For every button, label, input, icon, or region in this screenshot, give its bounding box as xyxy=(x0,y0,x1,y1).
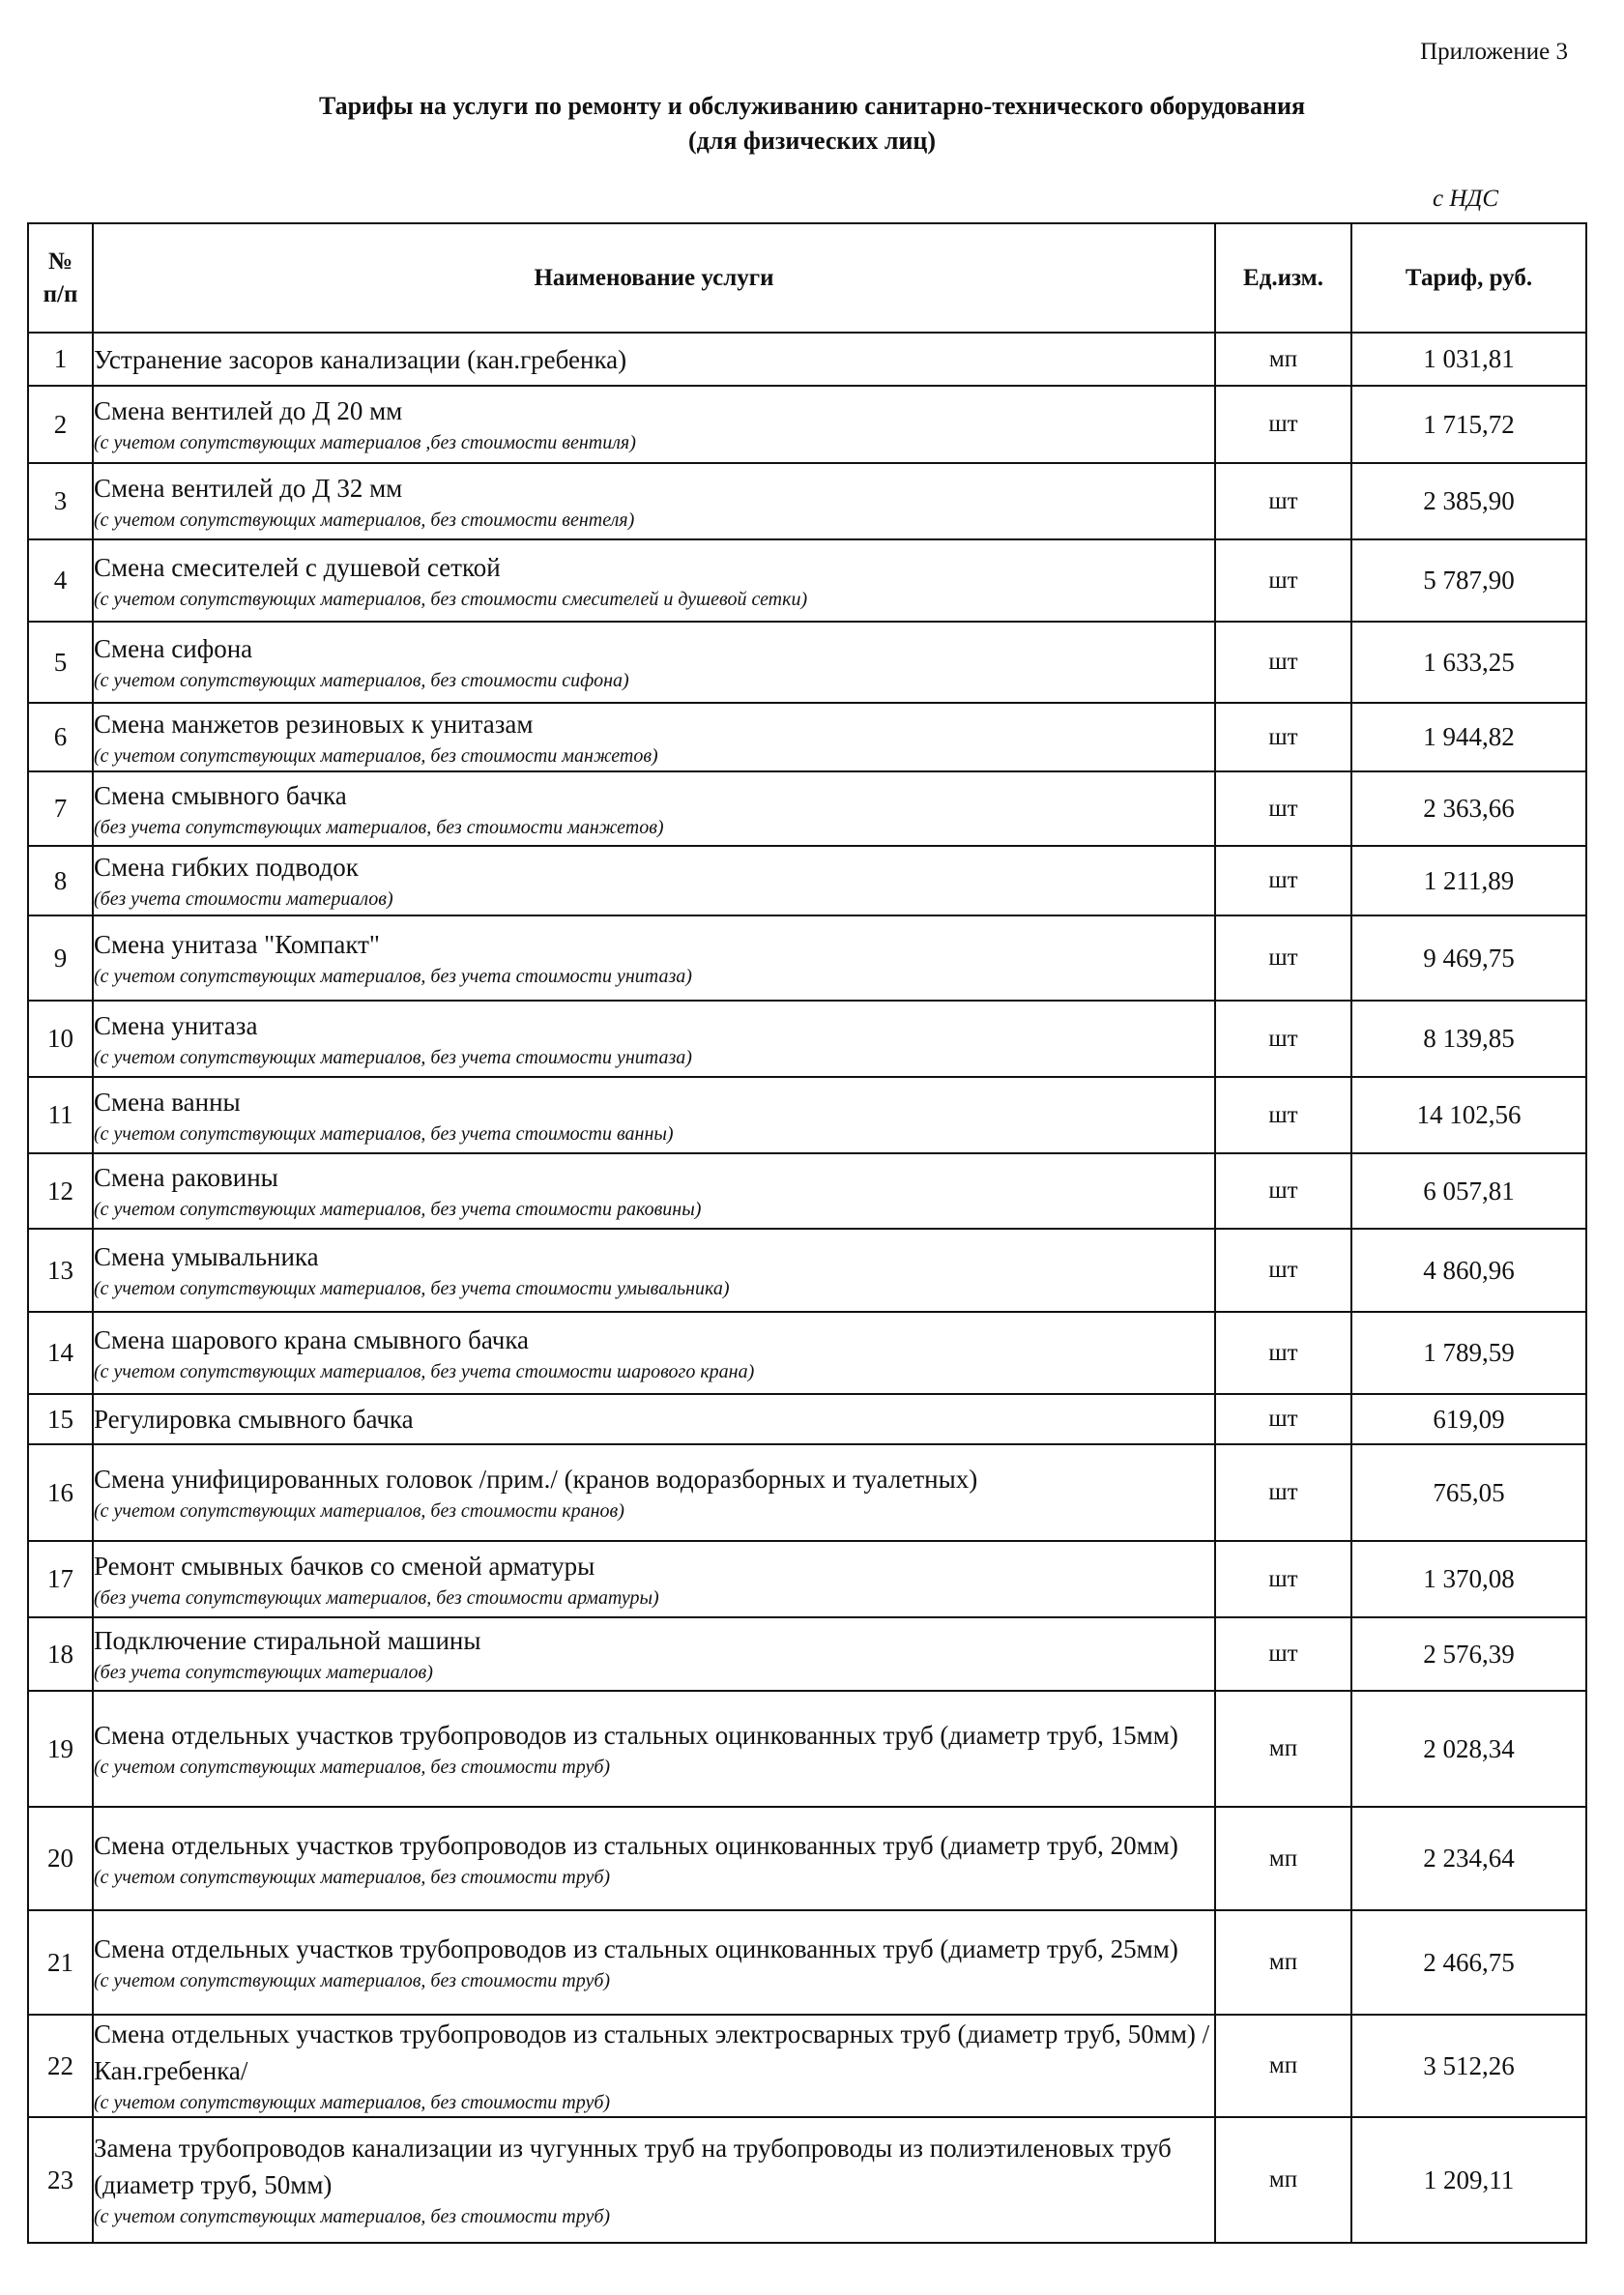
service-name: Смена вентилей до Д 20 мм xyxy=(94,396,403,425)
tariff-price: 1 633,25 xyxy=(1351,622,1586,703)
tariff-price: 2 466,75 xyxy=(1351,1910,1586,2015)
unit-of-measure: шт xyxy=(1215,386,1351,463)
unit-of-measure: шт xyxy=(1215,1394,1351,1444)
row-number: 5 xyxy=(28,622,93,703)
service-note: (с учетом сопутствующих материалов, без учета стоимости ванны) xyxy=(94,1122,674,1145)
tariff-price: 2 385,90 xyxy=(1351,463,1586,539)
row-number: 19 xyxy=(28,1691,93,1807)
service-name: Смена ванны xyxy=(94,1087,241,1117)
row-number: 12 xyxy=(28,1153,93,1229)
vat-note: с НДС xyxy=(1433,186,1498,212)
table-row xyxy=(28,539,1586,622)
row-number: 16 xyxy=(28,1444,93,1541)
service-note: (с учетом сопутствующих материалов, без учета стоимости раковины) xyxy=(94,1199,702,1220)
service-name: Смена унитаза "Компакт" xyxy=(94,930,380,959)
service-name: Смена унитаза xyxy=(94,1010,258,1040)
tariff-price: 1 944,82 xyxy=(1351,703,1586,771)
service-name-cell xyxy=(93,1444,1215,1541)
tariff-price: 8 139,85 xyxy=(1351,1001,1586,1077)
table-row xyxy=(28,1807,1586,1910)
service-note: (без учета стоимости материалов) xyxy=(94,888,393,910)
tariff-price: 765,05 xyxy=(1351,1444,1586,1541)
unit-of-measure: шт xyxy=(1215,1312,1351,1394)
title-line-1: Тарифы на услуги по ремонту и обслуживанию санитарно-технического оборудования xyxy=(318,92,1306,120)
unit-of-measure: шт xyxy=(1215,1617,1351,1691)
service-name-cell xyxy=(93,463,1215,539)
row-number: 1 xyxy=(28,333,93,386)
row-number: 6 xyxy=(28,703,93,771)
tariff-price: 619,09 xyxy=(1351,1394,1586,1444)
table-row xyxy=(28,771,1586,846)
unit-of-measure: шт xyxy=(1215,1077,1351,1153)
unit-of-measure: мп xyxy=(1215,1910,1351,2015)
service-name-cell xyxy=(93,1807,1215,1910)
service-note: (с учетом сопутствующих материалов, без стоимости труб) xyxy=(94,2206,611,2227)
service-name: Смена вентилей до Д 32 мм xyxy=(94,473,403,503)
service-note: (с учетом сопутствующих материалов, без стоимости сифона) xyxy=(94,670,629,691)
service-name: Смена отдельных участков трубопроводов из стальных электросварных труб (диаметр труб, 50мм) /Кан.гребенка/ xyxy=(94,2019,1210,2085)
unit-of-measure: мп xyxy=(1215,333,1351,386)
row-number: 7 xyxy=(28,771,93,846)
row-number: 20 xyxy=(28,1807,93,1910)
table-row xyxy=(28,333,1586,386)
unit-of-measure: шт xyxy=(1215,1153,1351,1229)
unit-of-measure: шт xyxy=(1215,1444,1351,1541)
table-row xyxy=(28,1312,1586,1394)
service-note: (без учета сопутствующих материалов) xyxy=(94,1662,433,1683)
service-note: (с учетом сопутствующих материалов, без стоимости труб) xyxy=(94,2092,611,2113)
service-name: Смена отдельных участков трубопроводов из стальных оцинкованных труб (диаметр труб, 15мм) xyxy=(94,1721,1178,1750)
header-price: Тариф, руб. xyxy=(1351,223,1586,333)
row-number: 9 xyxy=(28,915,93,1001)
service-name: Смена отдельных участков трубопроводов из стальных оцинкованных труб (диаметр труб, 25мм) xyxy=(94,1934,1178,1963)
table-row xyxy=(28,1444,1586,1541)
table-row xyxy=(28,622,1586,703)
tariff-price: 5 787,90 xyxy=(1351,539,1586,622)
tariff-price: 1 209,11 xyxy=(1351,2117,1586,2243)
unit-of-measure: мп xyxy=(1215,2117,1351,2243)
table-row xyxy=(28,703,1586,771)
row-number: 17 xyxy=(28,1541,93,1617)
tariff-price: 14 102,56 xyxy=(1351,1077,1586,1153)
service-name-cell xyxy=(93,703,1215,771)
unit-of-measure: шт xyxy=(1215,915,1351,1001)
service-name: Устранение засоров канализации (кан.гребенка) xyxy=(94,344,627,374)
tariff-price: 4 860,96 xyxy=(1351,1229,1586,1312)
tariff-price: 2 576,39 xyxy=(1351,1617,1586,1691)
service-note: (с учетом сопутствующих материалов, без стоимости вентеля) xyxy=(94,508,635,531)
table-row xyxy=(28,1541,1586,1617)
service-name-cell xyxy=(93,1312,1215,1394)
service-name-cell xyxy=(93,622,1215,703)
unit-of-measure: шт xyxy=(1215,846,1351,915)
service-name: Регулировка смывного бачка xyxy=(94,1405,414,1434)
tariff-price: 6 057,81 xyxy=(1351,1153,1586,1229)
row-number: 21 xyxy=(28,1910,93,2015)
table-row xyxy=(28,1077,1586,1153)
tariff-price: 3 512,26 xyxy=(1351,2015,1586,2117)
table-row xyxy=(28,2117,1586,2243)
service-name-cell xyxy=(93,771,1215,846)
table-header-row xyxy=(28,223,1586,333)
service-note: (без учета сопутствующих материалов, без стоимости манжетов) xyxy=(94,816,664,838)
row-number: 14 xyxy=(28,1312,93,1394)
unit-of-measure: мп xyxy=(1215,1691,1351,1807)
service-name-cell xyxy=(93,846,1215,915)
service-name: Смена сифона xyxy=(94,634,253,663)
service-name-cell xyxy=(93,386,1215,463)
service-name-cell xyxy=(93,2015,1215,2117)
service-name: Подключение стиральной машины xyxy=(94,1626,481,1655)
service-name-cell xyxy=(93,1910,1215,2015)
service-note: (с учетом сопутствующих материалов, без стоимости труб) xyxy=(94,1866,611,1888)
unit-of-measure: мп xyxy=(1215,2015,1351,2117)
unit-of-measure: шт xyxy=(1215,1541,1351,1617)
header-num: № п/п xyxy=(28,223,93,333)
service-name-cell xyxy=(93,1394,1215,1444)
unit-of-measure: шт xyxy=(1215,539,1351,622)
tariff-price: 2 028,34 xyxy=(1351,1691,1586,1807)
row-number: 3 xyxy=(28,463,93,539)
service-name-cell xyxy=(93,333,1215,386)
tariff-price: 1 211,89 xyxy=(1351,846,1586,915)
table-body xyxy=(28,333,1586,2243)
service-note: (с учетом сопутствующих материалов, без стоимости смесителей и душевой сетки) xyxy=(94,588,808,610)
service-name: Замена трубопроводов канализации из чугунных труб на трубопроводы из полиэтиленовых труб (диаметр труб, 50мм) xyxy=(94,2134,1172,2199)
table-row xyxy=(28,1153,1586,1229)
service-name-cell xyxy=(93,1001,1215,1077)
row-number: 23 xyxy=(28,2117,93,2243)
service-name: Смена манжетов резиновых к унитазам xyxy=(94,709,534,739)
service-name-cell xyxy=(93,539,1215,622)
header-name: Наименование услуги xyxy=(93,223,1215,333)
service-name: Смена смесителей с душевой сеткой xyxy=(94,552,501,582)
row-number: 4 xyxy=(28,539,93,622)
row-number: 18 xyxy=(28,1617,93,1691)
table-row xyxy=(28,1229,1586,1312)
document-title xyxy=(0,89,1624,159)
service-note: (с учетом сопутствующих материалов, без учета стоимости унитаза) xyxy=(94,1046,692,1068)
tariff-price: 1 031,81 xyxy=(1351,333,1586,386)
service-name: Смена шарового крана смывного бачка xyxy=(94,1324,530,1354)
tariff-price: 2 234,64 xyxy=(1351,1807,1586,1910)
service-note: (с учетом сопутствующих материалов, без учета стоимости умывальника) xyxy=(94,1278,730,1299)
header-unit: Ед.изм. xyxy=(1215,223,1351,333)
unit-of-measure: шт xyxy=(1215,771,1351,846)
tariff-price: 1 715,72 xyxy=(1351,386,1586,463)
service-name: Смена отдельных участков трубопроводов из стальных оцинкованных труб (диаметр труб, 20мм) xyxy=(94,1830,1178,1860)
service-note: (с учетом сопутствующих материалов, без стоимости манжетов) xyxy=(94,744,658,767)
row-number: 8 xyxy=(28,846,93,915)
service-note: (с учетом сопутствующих материалов, без стоимости труб) xyxy=(94,1970,611,1991)
table-row xyxy=(28,1394,1586,1444)
service-name-cell xyxy=(93,1153,1215,1229)
service-note: (с учетом сопутствующих материалов, без учета стоимости шарового крана) xyxy=(94,1360,755,1382)
row-number: 11 xyxy=(28,1077,93,1153)
table-row xyxy=(28,1617,1586,1691)
tariff-table xyxy=(27,222,1587,2244)
tariff-price: 1 370,08 xyxy=(1351,1541,1586,1617)
service-name-cell xyxy=(93,1617,1215,1691)
row-number: 13 xyxy=(28,1229,93,1312)
table-row xyxy=(28,846,1586,915)
service-name: Смена унифицированных головок /прим./ (кранов водоразборных и туалетных) xyxy=(94,1465,978,1494)
unit-of-measure: шт xyxy=(1215,622,1351,703)
unit-of-measure: шт xyxy=(1215,1229,1351,1312)
tariff-price: 1 789,59 xyxy=(1351,1312,1586,1394)
title-line-2: (для физических лиц) xyxy=(687,127,937,155)
service-note: (с учетом сопутствующих материалов ,без стоимости вентиля) xyxy=(94,432,636,453)
service-note: (с учетом сопутствующих материалов, без учета стоимости унитаза) xyxy=(94,966,692,987)
appendix-label: Приложение 3 xyxy=(1420,39,1568,65)
row-number: 22 xyxy=(28,2015,93,2117)
service-name-cell xyxy=(93,1077,1215,1153)
unit-of-measure: шт xyxy=(1215,703,1351,771)
table-row xyxy=(28,386,1586,463)
service-name-cell xyxy=(93,915,1215,1001)
service-name-cell xyxy=(93,1229,1215,1312)
service-name: Смена смывного бачка xyxy=(94,780,347,810)
row-number: 10 xyxy=(28,1001,93,1077)
unit-of-measure: шт xyxy=(1215,1001,1351,1077)
row-number: 2 xyxy=(28,386,93,463)
tariff-price: 2 363,66 xyxy=(1351,771,1586,846)
service-name-cell xyxy=(93,2117,1215,2243)
service-name: Смена раковины xyxy=(94,1163,278,1192)
row-number: 15 xyxy=(28,1394,93,1444)
service-note: (без учета сопутствующих материалов, без стоимости арматуры) xyxy=(94,1586,659,1609)
table-row xyxy=(28,915,1586,1001)
table-row xyxy=(28,463,1586,539)
service-name-cell xyxy=(93,1541,1215,1617)
unit-of-measure: шт xyxy=(1215,463,1351,539)
table-row xyxy=(28,1001,1586,1077)
table-row xyxy=(28,2015,1586,2117)
service-name: Смена гибких подводок xyxy=(94,853,359,882)
table-row xyxy=(28,1691,1586,1807)
service-note: (с учетом сопутствующих материалов, без стоимости труб) xyxy=(94,1757,611,1778)
service-name: Смена умывальника xyxy=(94,1242,319,1271)
service-name: Ремонт смывных бачков со сменой арматуры xyxy=(94,1551,595,1581)
tariff-price: 9 469,75 xyxy=(1351,915,1586,1001)
table-row xyxy=(28,1910,1586,2015)
service-note: (с учетом сопутствующих материалов, без стоимости кранов) xyxy=(94,1500,624,1522)
unit-of-measure: мп xyxy=(1215,1807,1351,1910)
service-name-cell xyxy=(93,1691,1215,1807)
